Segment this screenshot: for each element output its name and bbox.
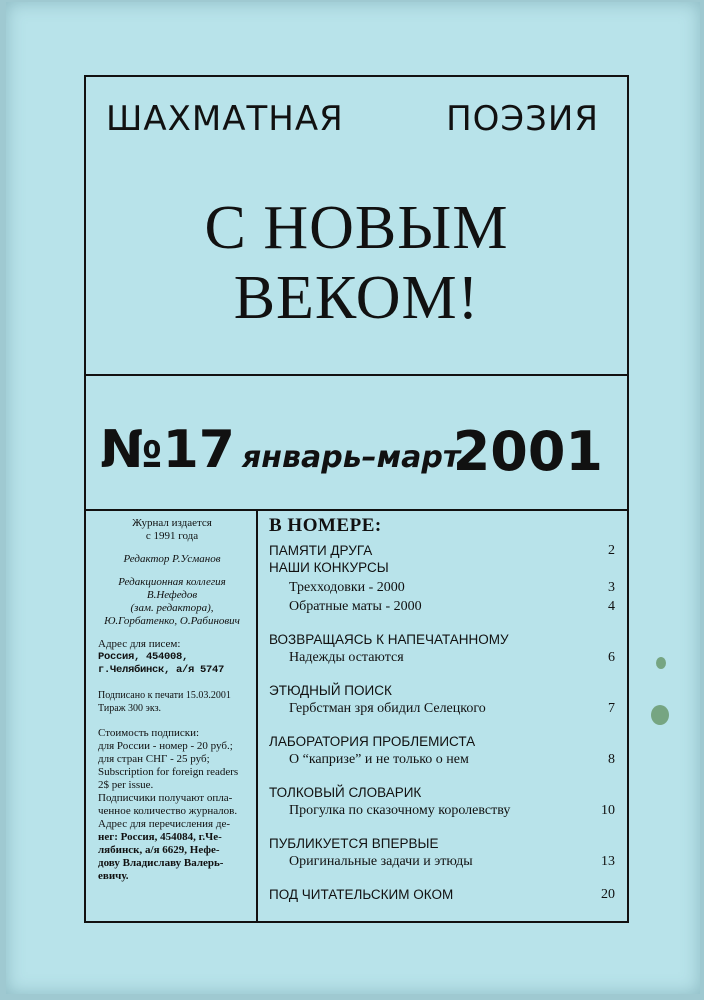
info-pay-1: Подписчики получают опла- <box>98 792 233 804</box>
info-board-2: (зам. редактора), <box>130 602 214 614</box>
toc-subitem-label: Трехходовки - 2000 <box>289 580 405 595</box>
toc-subitem-label: Прогулка по сказочному королевству <box>289 803 511 818</box>
divider-bottom <box>86 509 627 511</box>
table-of-contents <box>269 515 615 904</box>
toc-subitem <box>269 803 615 822</box>
info-board-1: В.Нефедов <box>146 589 198 601</box>
info-published-1: Журнал издается <box>132 517 212 529</box>
info-pay-3: Адрес для перечисления де- <box>98 818 230 830</box>
toc-page-number: 2 <box>608 543 615 558</box>
magazine-cover <box>6 2 700 994</box>
toc-page-number: 8 <box>608 752 615 767</box>
toc-page-number: 20 <box>601 887 615 902</box>
toc-section <box>269 887 615 904</box>
toc-subitem-label: Надежды остаются <box>289 650 404 665</box>
toc-subitem <box>269 599 615 618</box>
cover-frame <box>84 75 629 923</box>
column-divider <box>256 509 258 921</box>
info-sub-2: для стран СНГ - 25 руб; <box>98 753 210 765</box>
info-pay-5: лябинск, а/я 6629, Нефе- <box>98 844 220 856</box>
info-board-3: Ю.Горбатенко, О.Рабинович <box>104 615 240 627</box>
toc-section-label: ЭТЮДНЫЙ ПОИСК <box>269 683 392 698</box>
info-address-title: Адрес для писем: <box>98 638 181 650</box>
info-pay-7: евичу. <box>98 870 129 882</box>
toc-title: В НОМЕРЕ: <box>269 515 382 536</box>
toc-subitem <box>269 701 615 720</box>
headline-line-2: ВЕКОМ! <box>233 264 480 332</box>
toc-page-number: 4 <box>608 599 615 614</box>
issue-year: 2001 <box>452 420 603 483</box>
info-circulation: Тираж 300 экз. <box>98 703 162 714</box>
issue-period: январь–март <box>242 440 461 475</box>
toc-section-label: ВОЗВРАЩАЯСЬ К НАПЕЧАТАННОМУ <box>269 632 509 647</box>
toc-subitem <box>269 752 615 771</box>
info-address-1: Россия, 454008, <box>98 651 189 663</box>
toc-subitem <box>269 650 615 669</box>
toc-section-label: ЛАБОРАТОРИЯ ПРОБЛЕМИСТА <box>269 734 476 749</box>
toc-page-number: 6 <box>608 650 615 665</box>
paper-stain <box>651 705 669 725</box>
toc-section <box>269 734 615 751</box>
paper-stain <box>656 657 666 669</box>
toc-section <box>269 632 615 649</box>
publication-info <box>98 517 246 883</box>
info-sub-1: для России - номер - 20 руб.; <box>98 740 233 752</box>
toc-page-number: 10 <box>601 803 615 818</box>
info-sub-title: Стоимость подписки: <box>98 727 200 739</box>
info-board-title: Редакционная коллегия <box>118 576 226 588</box>
issue-number: №17 <box>100 420 235 480</box>
info-pay-4: нег: Россия, 454084, г.Че- <box>98 831 222 843</box>
masthead-word-2: ПОЭЗИЯ <box>446 99 599 139</box>
headline <box>86 193 627 333</box>
toc-section-label: ПОД ЧИТАТЕЛЬСКИМ ОКОМ <box>269 887 454 902</box>
info-signed: Подписано к печати 15.03.2001 <box>98 690 231 701</box>
headline-line-1: С НОВЫМ <box>204 194 509 262</box>
toc-subitem <box>269 580 615 599</box>
info-pay-6: дову Владиславу Валерь- <box>98 857 224 869</box>
info-sub-3: Subscription for foreign readers <box>98 766 239 778</box>
toc-section-label: НАШИ КОНКУРСЫ <box>269 560 389 575</box>
toc-section <box>269 560 615 577</box>
toc-page-number: 3 <box>608 580 615 595</box>
divider-top <box>86 374 627 376</box>
toc-subitem-label: Гербстман зря обидил Селецкого <box>289 701 486 716</box>
toc-section-label: ТОЛКОВЫЙ СЛОВАРИК <box>269 785 422 800</box>
toc-section-label: ПАМЯТИ ДРУГА <box>269 543 373 558</box>
issue-row <box>100 420 603 490</box>
toc-page-number: 7 <box>608 701 615 716</box>
info-pay-2: ченное количество журналов. <box>98 805 238 817</box>
masthead-word-1: ШАХМАТНАЯ <box>106 99 344 139</box>
toc-section <box>269 836 615 853</box>
toc-section <box>269 785 615 802</box>
toc-subitem-label: О “капризе” и не только о нем <box>289 752 469 767</box>
toc-section-label: ПУБЛИКУЕТСЯ ВПЕРВЫЕ <box>269 836 439 851</box>
toc-subitem <box>269 854 615 873</box>
toc-subitem-label: Обратные маты - 2000 <box>289 599 422 614</box>
toc-page-number: 13 <box>601 854 615 869</box>
info-address-2: г.Челябинск, а/я 5747 <box>98 664 225 676</box>
toc-subitem-label: Оригинальные задачи и этюды <box>289 854 473 869</box>
toc-section <box>269 683 615 700</box>
toc-section <box>269 543 615 560</box>
info-published-2: с 1991 года <box>145 530 199 542</box>
info-sub-4: 2$ per issue. <box>98 779 154 791</box>
info-editor: Редактор Р.Усманов <box>123 553 221 565</box>
